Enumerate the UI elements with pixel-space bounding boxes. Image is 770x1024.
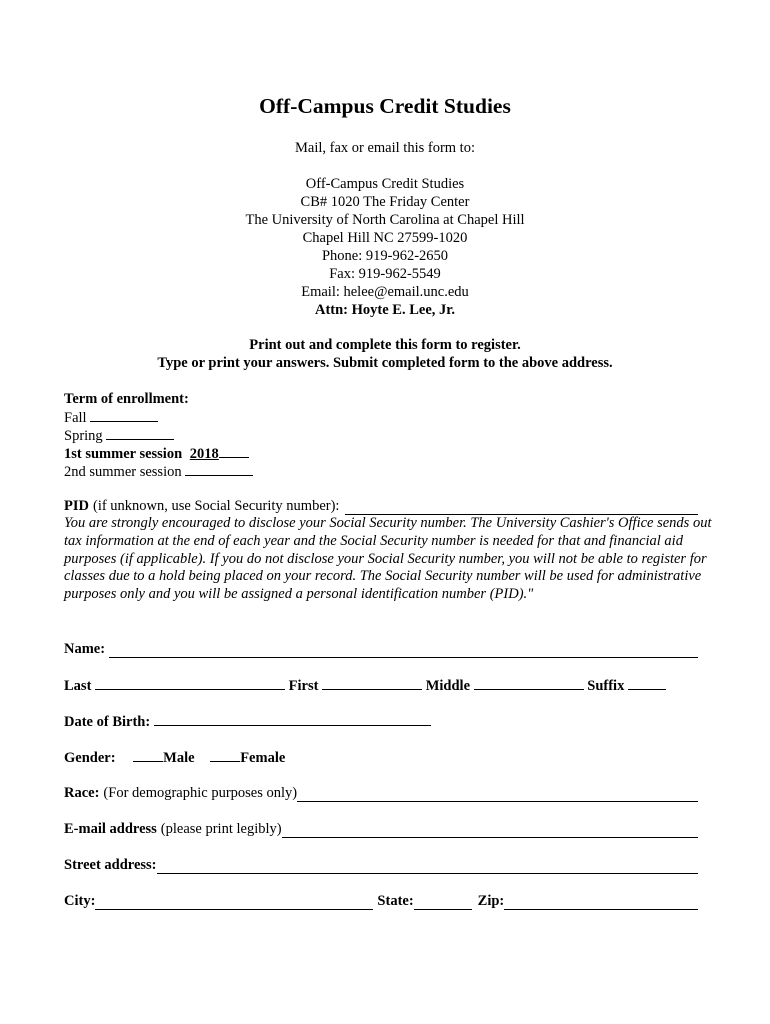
address-fax: Fax: 919-962-5549 <box>329 266 441 282</box>
city-label: City: <box>64 893 96 909</box>
state-blank[interactable] <box>414 896 472 910</box>
suffix-blank[interactable] <box>628 676 666 690</box>
address-line-3: The University of North Carolina at Chapel Hill <box>245 212 525 228</box>
page-title: Off-Campus Credit Studies <box>259 94 511 118</box>
mail-instruction: Mail, fax or email this form to: <box>294 140 475 156</box>
suffix-label: Suffix <box>587 678 625 694</box>
pid-note: You are strongly encouraged to disclose your Social Security number. The University Cashier's Office sends out tax information at the end of each year and the Social Security number is needed for that and financial aid purposes (if applicable). If you do not disclose your Social Security number, you will not be able to register for classes due to a hold being placed on your record. The Social Security number will be used for administrative purposes only and you will be assigned a personal identification number (PID)." <box>64 515 712 603</box>
name-parts <box>64 676 666 695</box>
email-hint: (please print legibly) <box>160 821 282 837</box>
pid-label: PID <box>64 498 89 514</box>
gender-label: Gender: <box>64 750 116 766</box>
term-summer1-label: 1st summer session <box>64 446 183 462</box>
email-label: E-mail address <box>64 821 157 837</box>
term-summer2-blank[interactable] <box>185 462 253 476</box>
address-attn: Attn: Hoyte E. Lee, Jr. <box>314 302 455 318</box>
last-label: Last <box>64 678 92 694</box>
name-blank[interactable] <box>109 644 698 658</box>
address-line-1: Off-Campus Credit Studies <box>305 176 465 192</box>
term-summer2 <box>64 462 253 481</box>
pid-field <box>64 497 698 515</box>
male-blank[interactable] <box>133 748 163 762</box>
last-blank[interactable] <box>95 676 285 690</box>
instruction-line-1: Print out and complete this form to register. <box>249 337 521 353</box>
name-label: Name: <box>64 641 106 657</box>
female-blank[interactable] <box>210 748 240 762</box>
first-label: First <box>288 678 319 694</box>
first-blank[interactable] <box>322 676 422 690</box>
gender-field <box>64 748 285 767</box>
term-fall <box>64 408 158 427</box>
instruction-line-2: Type or print your answers. Submit completed form to the above address. <box>157 355 613 371</box>
race-hint: (For demographic purposes only) <box>103 785 298 801</box>
email-blank[interactable] <box>282 824 698 838</box>
middle-label: Middle <box>425 678 471 694</box>
address-line-2: CB# 1020 The Friday Center <box>300 194 470 210</box>
term-summer1-blank[interactable] <box>219 444 249 458</box>
term-spring-blank[interactable] <box>106 426 174 440</box>
race-blank[interactable] <box>297 788 698 802</box>
address-line-4: Chapel Hill NC 27599-1020 <box>302 230 468 246</box>
term-fall-blank[interactable] <box>90 408 158 422</box>
term-summer1 <box>64 444 249 463</box>
street-label: Street address: <box>64 857 157 873</box>
female-label: Female <box>240 750 286 766</box>
term-fall-label: Fall <box>64 410 87 426</box>
pid-hint: (if unknown, use Social Security number): <box>92 498 340 514</box>
race-label: Race: <box>64 785 100 801</box>
term-summer2-label: 2nd summer session <box>64 464 182 480</box>
address-email: Email: helee@email.unc.edu <box>301 284 469 300</box>
dob-field <box>64 712 431 731</box>
term-heading: Term of enrollment: <box>64 391 189 407</box>
zip-blank[interactable] <box>504 896 698 910</box>
zip-label: Zip: <box>477 893 505 909</box>
pid-blank[interactable] <box>345 501 698 515</box>
dob-blank[interactable] <box>154 712 431 726</box>
dob-label: Date of Birth: <box>64 714 151 730</box>
city-state-zip <box>64 892 698 910</box>
state-label: State: <box>377 893 414 909</box>
street-field <box>64 856 698 874</box>
name-field <box>64 640 698 658</box>
term-spring-label: Spring <box>64 428 103 444</box>
city-blank[interactable] <box>95 896 373 910</box>
male-label: Male <box>163 750 195 766</box>
street-blank[interactable] <box>157 860 699 874</box>
address-phone: Phone: 919-962-2650 <box>321 248 449 264</box>
middle-blank[interactable] <box>474 676 584 690</box>
email-field <box>64 820 698 838</box>
term-spring <box>64 426 174 445</box>
race-field <box>64 784 698 802</box>
term-summer1-value[interactable]: 2018 <box>189 446 219 462</box>
